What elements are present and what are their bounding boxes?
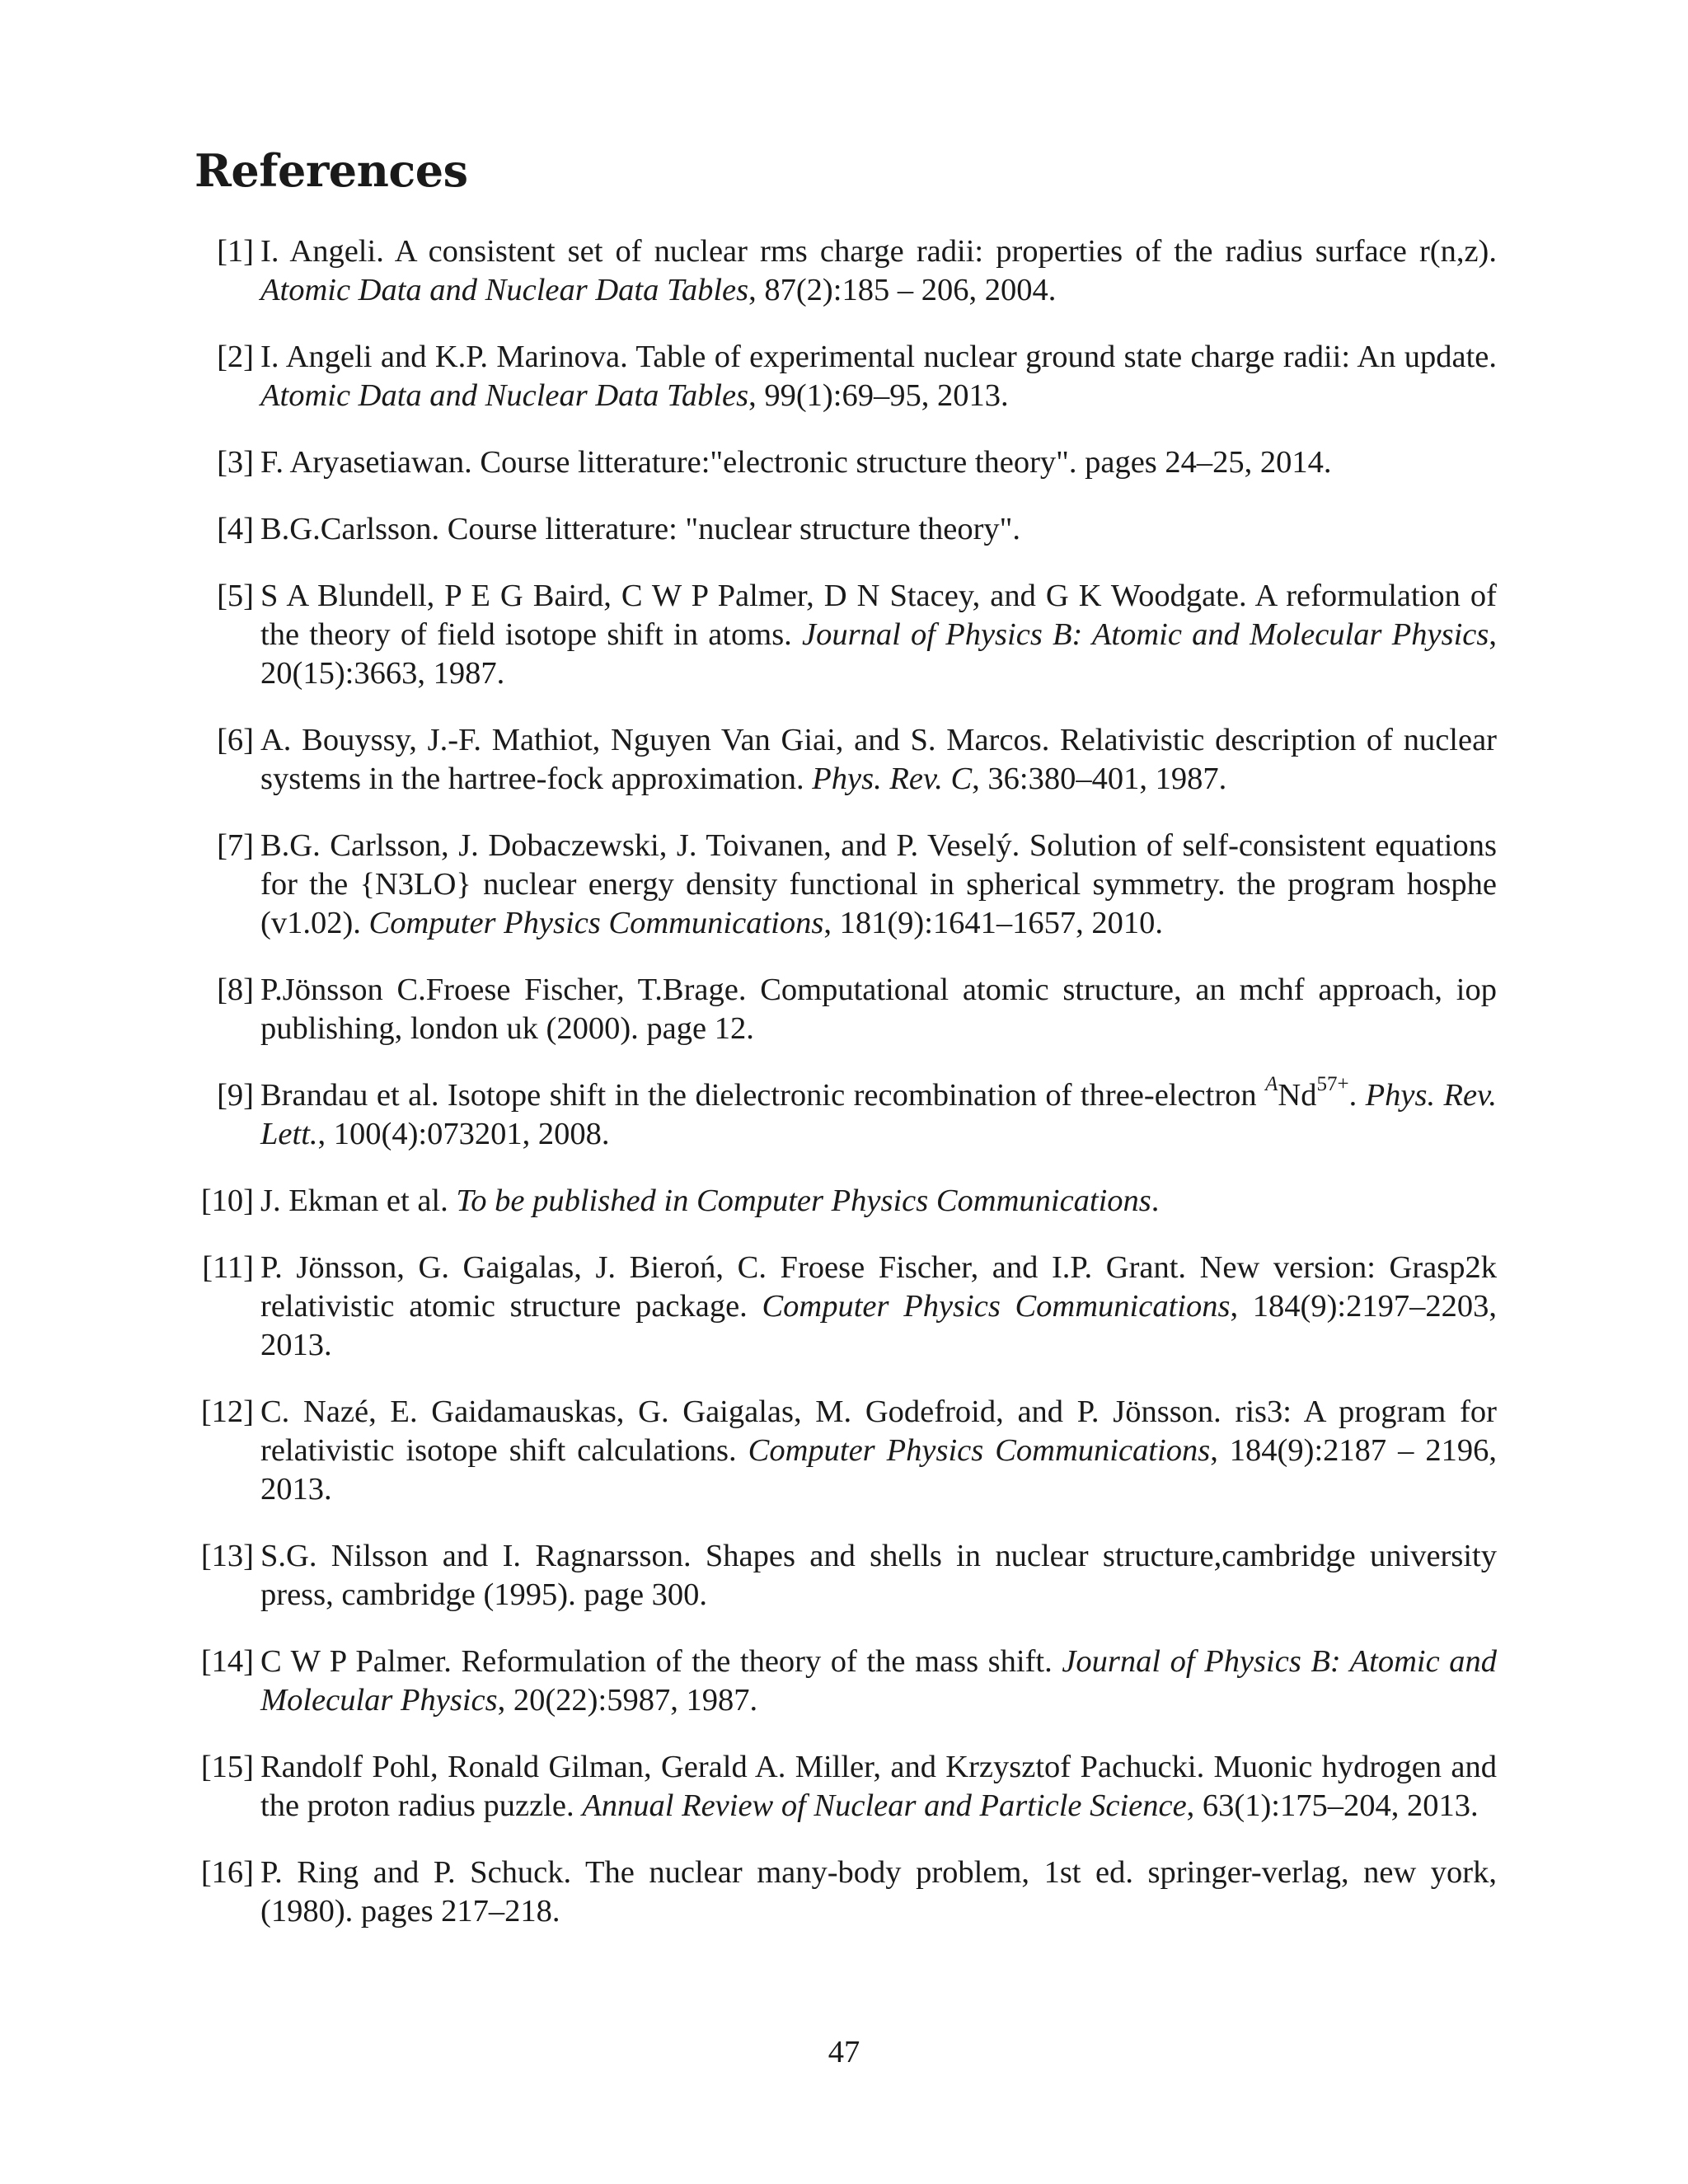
- reference-item: [195, 1249, 1497, 1365]
- reference-venue: Phys. Rev. Lett.: [260, 1078, 1498, 1151]
- reference-item: [195, 1073, 1498, 1154]
- reference-item: [195, 1182, 1497, 1221]
- reference-text: B.G. Carlsson, J. Dobaczewski, J. Toivanen, and P. Veselý. Solution of self-consistent equations for the {N3LO} nuclear energy density functional in spherical symmetry. the program hosphe (v1.02).: [260, 828, 1497, 940]
- superscript-mass-number: A: [1265, 1073, 1278, 1096]
- reference-number: [15]: [200, 1750, 254, 1784]
- reference-venue: Computer Physics Communications: [368, 906, 824, 940]
- reference-details: , 99(1):69–95, 2013.: [748, 378, 1009, 413]
- reference-venue: To be published in Computer Physics Communications: [456, 1183, 1151, 1218]
- element-symbol: Nd: [1278, 1078, 1317, 1113]
- reference-number: [3]: [217, 445, 254, 480]
- reference-text: Randolf Pohl, Ronald Gilman, Gerald A. Miller, and Krzysztof Pachucki. Muonic hydrogen and the proton radius puzzle.: [260, 1750, 1497, 1823]
- reference-text: C. Nazé, E. Gaidamauskas, G. Gaigalas, M. Godefroid, and P. Jönsson. ris3: A program for relativistic isotope shift calculations.: [260, 1394, 1497, 1468]
- reference-item: [195, 1537, 1497, 1615]
- reference-number: [11]: [202, 1250, 254, 1285]
- reference-text: B.G.Carlsson. Course litterature: "nuclear structure theory".: [260, 512, 1021, 546]
- reference-details: .: [1151, 1183, 1160, 1218]
- reference-venue: Computer Physics Communications: [748, 1433, 1211, 1468]
- reference-item: [195, 338, 1497, 415]
- reference-details: , 87(2):185 – 206, 2004.: [748, 273, 1057, 307]
- reference-text-tail: .: [1348, 1078, 1366, 1113]
- reference-text: S.G. Nilsson and I. Ragnarsson. Shapes and shells in nuclear structure,cambridge university press, cambridge (1995). page 300.: [260, 1539, 1497, 1612]
- reference-details: , 36:380–401, 1987.: [972, 762, 1227, 796]
- reference-details: , 100(4):073201, 2008.: [317, 1117, 610, 1151]
- reference-item: [195, 1643, 1497, 1720]
- reference-text: I. Angeli and K.P. Marinova. Table of experimental nuclear ground state charge radii: An update.: [260, 340, 1497, 374]
- reference-number: [4]: [217, 512, 254, 546]
- reference-item: [195, 1748, 1497, 1825]
- reference-number: [8]: [217, 972, 254, 1007]
- reference-venue: Atomic Data and Nuclear Data Tables: [260, 378, 749, 413]
- reference-venue: Atomic Data and Nuclear Data Tables: [260, 273, 749, 307]
- reference-number: [10]: [200, 1183, 254, 1218]
- reference-list: [195, 232, 1497, 1959]
- reference-item: [195, 577, 1497, 693]
- reference-number: [9]: [217, 1078, 254, 1113]
- reference-number: [5]: [217, 579, 254, 613]
- reference-details: , 184(9):2197–2203, 2013.: [260, 1289, 1498, 1362]
- reference-number: [7]: [217, 828, 254, 863]
- reference-item: [195, 971, 1497, 1048]
- reference-details: , 20(15):3663, 1987.: [260, 617, 1497, 691]
- reference-details: , 181(9):1641–1657, 2010.: [823, 906, 1164, 940]
- reference-text: I. Angeli. A consistent set of nuclear rms charge radii: properties of the radius surface r(n,z).: [260, 234, 1497, 269]
- reference-text: Brandau et al. Isotope shift in the dielectronic recombination of three-electron: [260, 1078, 1266, 1113]
- reference-number: [6]: [217, 723, 254, 757]
- reference-item: [195, 1393, 1497, 1509]
- reference-text: J. Ekman et al.: [260, 1183, 457, 1218]
- reference-item: [195, 827, 1497, 943]
- reference-text: A. Bouyssy, J.-F. Mathiot, Nguyen Van Giai, and S. Marcos. Relativistic description of nuclear systems in the hartree-fock approximation.: [260, 723, 1497, 796]
- reference-venue: Annual Review of Nuclear and Particle Science: [582, 1788, 1187, 1823]
- section-heading: References: [195, 144, 468, 197]
- reference-details: , 20(22):5987, 1987.: [497, 1683, 758, 1718]
- reference-number: [2]: [217, 340, 254, 374]
- reference-text: S A Blundell, P E G Baird, C W P Palmer, D N Stacey, and G K Woodgate. A reformulation of the theory of field isotope shift in atoms.: [260, 579, 1497, 652]
- reference-item: [195, 721, 1497, 799]
- reference-number: [1]: [217, 234, 254, 269]
- reference-item: [195, 1854, 1497, 1931]
- reference-text: P.Jönsson C.Froese Fischer, T.Brage. Computational atomic structure, an mchf approach, iop publishing, london uk (2000). page 12.: [260, 972, 1497, 1046]
- reference-details: , 63(1):175–204, 2013.: [1186, 1788, 1479, 1823]
- reference-number: [12]: [200, 1394, 254, 1429]
- reference-number: [14]: [200, 1644, 254, 1679]
- reference-details: , 184(9):2187 – 2196, 2013.: [260, 1433, 1498, 1507]
- reference-venue: Computer Physics Communications: [762, 1289, 1231, 1324]
- reference-item: [195, 232, 1497, 310]
- reference-text: C W P Palmer. Reformulation of the theory of the mass shift.: [260, 1644, 1062, 1679]
- reference-item: [195, 510, 1497, 549]
- reference-venue: Journal of Physics B: Atomic and Molecular Physics: [802, 617, 1489, 652]
- superscript-charge: 57+: [1316, 1073, 1349, 1096]
- reference-number: [16]: [200, 1855, 254, 1890]
- reference-venue: Journal of Physics B: Atomic and Molecular Physics: [260, 1644, 1498, 1718]
- reference-text: P. Ring and P. Schuck. The nuclear many-body problem, 1st ed. springer-verlag, new york, (1980). pages 217–218.: [260, 1855, 1497, 1929]
- reference-text: P. Jönsson, G. Gaigalas, J. Bieroń, C. Froese Fischer, and I.P. Grant. New version: Grasp2k relativistic atomic structure package.: [260, 1250, 1497, 1324]
- reference-venue: Phys. Rev. C: [812, 762, 973, 796]
- reference-item: [195, 443, 1497, 482]
- page-number: 47: [828, 2035, 860, 2069]
- reference-text: F. Aryasetiawan. Course litterature:"electronic structure theory". pages 24–25, 2014.: [260, 445, 1332, 480]
- reference-number: [13]: [200, 1539, 254, 1573]
